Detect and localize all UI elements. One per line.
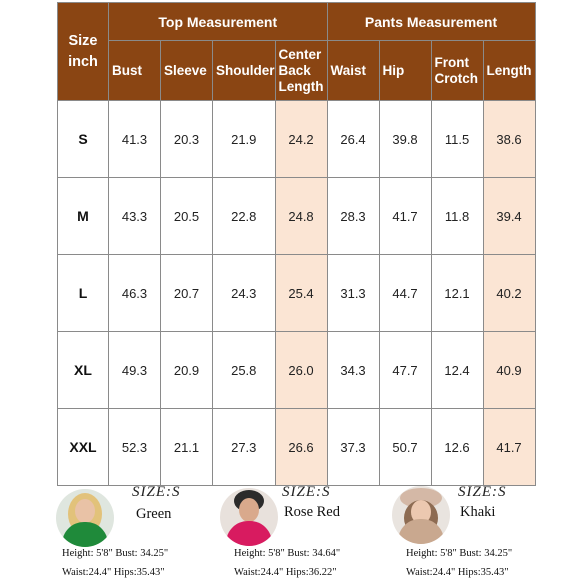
table-cell: 46.3: [109, 255, 161, 332]
table-cell: 25.4: [275, 255, 327, 332]
table-cell: 11.5: [431, 101, 483, 178]
color-name: Khaki: [460, 504, 496, 520]
table-cell: 25.8: [213, 332, 276, 409]
table-cell: 40.2: [483, 255, 535, 332]
table-cell: 39.8: [379, 101, 431, 178]
table-cell: 50.7: [379, 409, 431, 486]
table-cell: 21.9: [213, 101, 276, 178]
size-cell: XL: [58, 332, 109, 409]
table-cell: 47.7: [379, 332, 431, 409]
table-row: [58, 409, 536, 486]
model-stats-line: Height: 5'8" Bust: 34.25": [62, 548, 169, 559]
table-cell: 31.3: [327, 255, 379, 332]
size-tag: SIZE:S: [458, 484, 507, 500]
model-stats-line: Height: 5'8" Bust: 34.25": [406, 548, 513, 559]
table-cell: 41.3: [109, 101, 161, 178]
table-cell: 38.6: [483, 101, 535, 178]
table-cell: 20.9: [161, 332, 213, 409]
table-row: [58, 255, 536, 332]
table-cell: 20.3: [161, 101, 213, 178]
color-name: Rose Red: [284, 504, 340, 520]
column-header-length: Length: [483, 41, 535, 101]
model-stats-line: Waist:24.4" Hips:35.43": [62, 567, 165, 578]
table-row: [58, 101, 536, 178]
model-stats-line: Height: 5'8" Bust: 34.64": [234, 548, 341, 559]
size-header-cell: [58, 3, 109, 101]
table-cell: 41.7: [483, 409, 535, 486]
column-header-bust: Bust: [109, 41, 161, 101]
table-cell: 39.4: [483, 178, 535, 255]
table-cell: 24.8: [275, 178, 327, 255]
model-photo: [392, 486, 450, 544]
color-name: Green: [136, 506, 172, 522]
table-cell: 40.9: [483, 332, 535, 409]
model-photo: [220, 488, 278, 546]
top-measurement-header: Top Measurement: [109, 3, 328, 41]
table-cell: 21.1: [161, 409, 213, 486]
pants-measurement-header: Pants Measurement: [327, 3, 535, 41]
column-header-sleeve: Sleeve: [161, 41, 213, 101]
model-stats-line: Waist:24.4" Hips:35.43": [406, 567, 509, 578]
table-cell: 26.6: [275, 409, 327, 486]
column-header-front-crotch: Front Crotch: [431, 41, 483, 101]
table-cell: 24.3: [213, 255, 276, 332]
column-header-hip: Hip: [379, 41, 431, 101]
table-cell: 26.4: [327, 101, 379, 178]
table-cell: 20.5: [161, 178, 213, 255]
model-card-khaki: [392, 484, 580, 580]
table-cell: 12.1: [431, 255, 483, 332]
table-row: [58, 178, 536, 255]
table-cell: 26.0: [275, 332, 327, 409]
table-cell: 12.4: [431, 332, 483, 409]
size-cell: M: [58, 178, 109, 255]
table-cell: 49.3: [109, 332, 161, 409]
column-header-waist: Waist: [327, 41, 379, 101]
table-cell: 20.7: [161, 255, 213, 332]
table-cell: 11.8: [431, 178, 483, 255]
table-cell: 22.8: [213, 178, 276, 255]
table-cell: 24.2: [275, 101, 327, 178]
table-cell: 44.7: [379, 255, 431, 332]
size-cell: L: [58, 255, 109, 332]
model-stats-line: Waist:24.4" Hips:36.22": [234, 567, 337, 578]
table-row: [58, 332, 536, 409]
column-header-center-back-length: Center Back Length: [275, 41, 327, 101]
table-cell: 28.3: [327, 178, 379, 255]
table-cell: 12.6: [431, 409, 483, 486]
size-header-label: Size inch: [68, 32, 98, 70]
size-chart-table: [57, 2, 536, 486]
size-tag: SIZE:S: [132, 484, 181, 500]
size-tag: SIZE:S: [282, 484, 331, 500]
model-card-rose-red: [218, 484, 388, 580]
column-header-shoulder: Shoulder: [213, 41, 276, 101]
model-photo: [56, 489, 114, 547]
table-cell: 34.3: [327, 332, 379, 409]
table-cell: 41.7: [379, 178, 431, 255]
table-cell: 27.3: [213, 409, 276, 486]
model-card-green: [56, 484, 226, 580]
table-cell: 43.3: [109, 178, 161, 255]
table-cell: 37.3: [327, 409, 379, 486]
size-cell: XXL: [58, 409, 109, 486]
table-cell: 52.3: [109, 409, 161, 486]
size-cell: S: [58, 101, 109, 178]
